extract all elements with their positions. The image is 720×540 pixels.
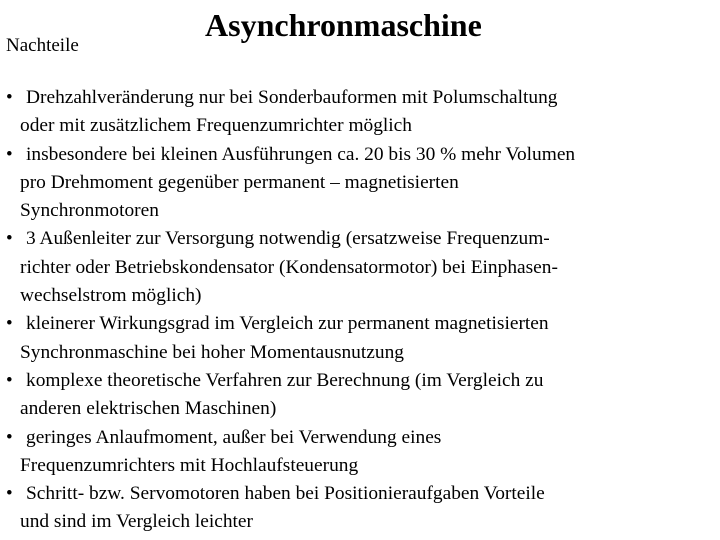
bullet-line: geringes Anlaufmoment, außer bei Verwendung eines [26,426,442,448]
bullet-item [0,84,720,141]
bullet-line: pro Drehmoment gegenüber permanent – magnetisierten [20,171,459,193]
bullet-point-icon: • [6,87,13,108]
bullet-point-icon: • [6,143,13,165]
bullet-line: wechselstrom möglich) [20,285,202,307]
bullet-item [0,225,720,310]
bullet-line: oder mit zusätzlichem Frequenzumrichter möglich [20,115,412,137]
slide-subtitle: Nachteile [6,35,79,56]
bullet-item [0,141,720,226]
bullet-line: kleinerer Wirkungsgrad im Vergleich zur permanent magnetisierten [26,313,549,335]
bullet-item [0,424,720,481]
bullet-point-icon: • [6,313,13,335]
bullet-line: Synchronmotoren [20,200,159,222]
bullet-point-icon: • [6,426,13,448]
bullet-line: Drehzahlveränderung nur bei Sonderbauformen mit Polumschaltung [26,87,558,108]
bullet-line: Frequenzumrichters mit Hochlaufsteuerung [20,454,359,476]
bullet-item [0,480,720,537]
bullet-item [0,310,720,367]
bullet-point-icon: • [6,369,13,391]
bullet-line: Schritt- bzw. Servomotoren haben bei Positionieraufgaben Vorteile [26,483,545,505]
bullet-line: insbesondere bei kleinen Ausführungen ca. 20 bis 30 % mehr Volumen [26,143,576,165]
bullet-line: 3 Außenleiter zur Versorgung notwendig (ersatzweise Frequenzum- [26,228,550,250]
bullet-line: komplexe theoretische Verfahren zur Berechnung (im Vergleich zu [26,369,544,391]
bullet-point-icon: • [6,228,13,250]
bullet-list [0,84,720,537]
bullet-item [0,367,720,424]
bullet-line: Synchronmaschine bei hoher Momentausnutzung [20,341,404,363]
bullet-line: anderen elektrischen Maschinen) [20,398,277,420]
bullet-point-icon: • [6,483,13,505]
bullet-line: richter oder Betriebskondensator (Kondensatormotor) bei Einphasen- [20,256,558,278]
bullet-line: und sind im Vergleich leichter [20,511,253,533]
slide-title: Asynchronmaschine [205,7,482,43]
